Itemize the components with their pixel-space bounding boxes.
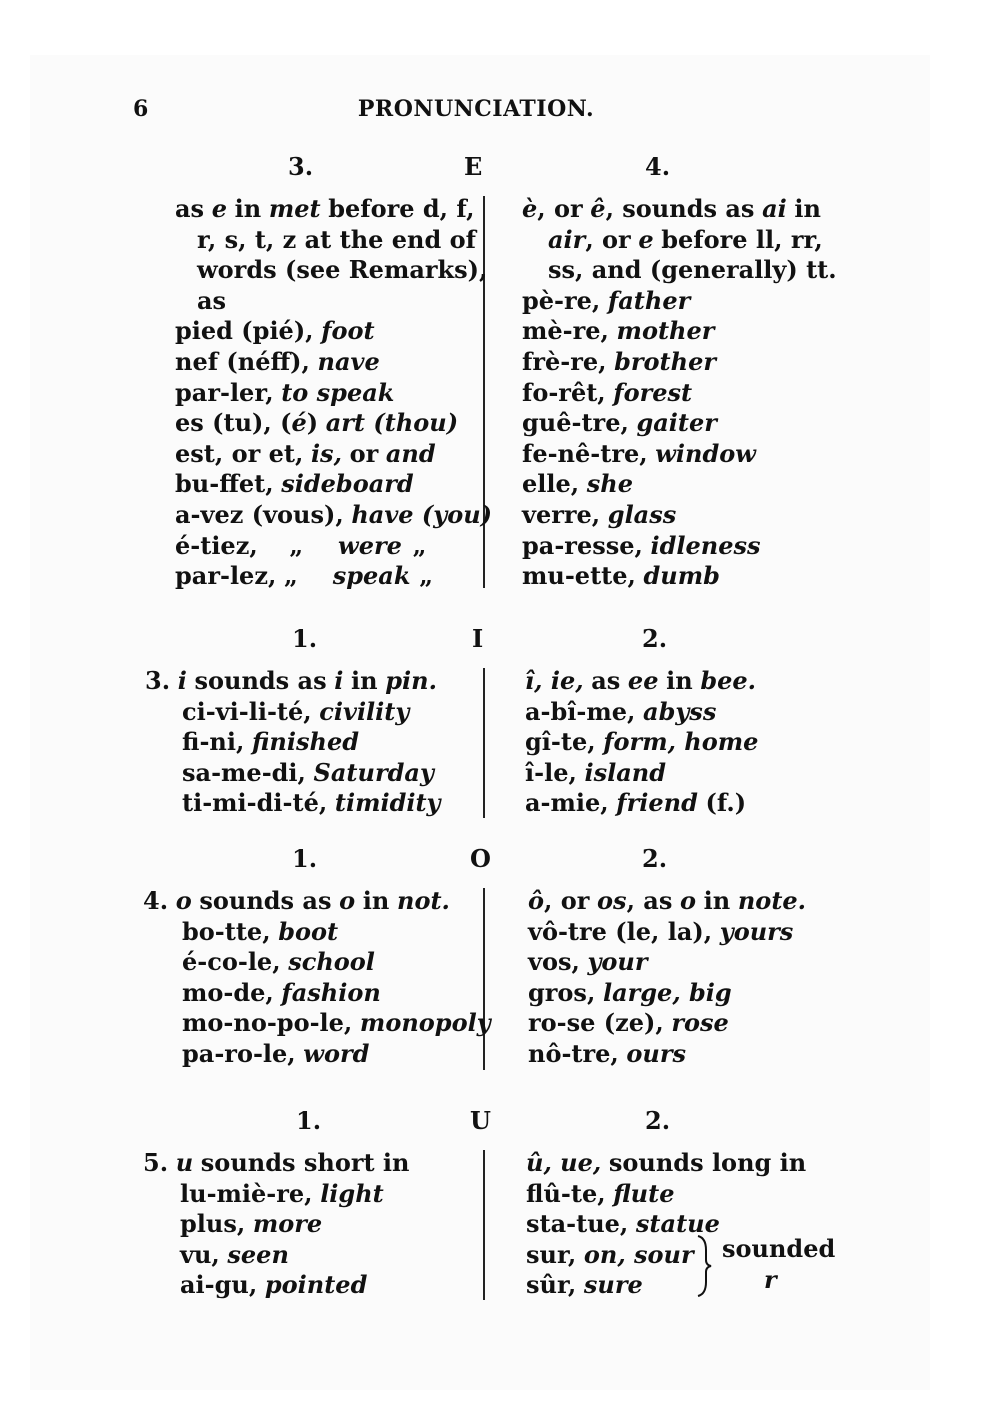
bold-text: sounds long in: [608, 1148, 807, 1177]
bold-text: sounds as: [199, 886, 332, 915]
bold-text: , or: [544, 886, 590, 915]
bold-text: as: [197, 285, 227, 315]
rule-line: [526, 1148, 806, 1179]
section-letter: I: [472, 624, 484, 653]
bold-text: ro-se (ze),: [528, 1008, 664, 1038]
example-row: [145, 697, 441, 728]
italic-text: bee.: [700, 666, 757, 695]
left-column: [145, 666, 441, 819]
italic-text: sure: [583, 1270, 643, 1300]
example-row: [145, 758, 441, 789]
bold-text: mu-ette,: [522, 561, 636, 591]
bold-text: as: [591, 666, 621, 695]
bold-text: in: [351, 666, 378, 695]
bold-text: in: [794, 194, 821, 223]
bold-text: before d, f,: [328, 194, 475, 223]
section-letter: E: [464, 152, 483, 181]
italic-text: note.: [737, 886, 807, 915]
italic-text: o: [679, 886, 696, 915]
italic-text: father: [607, 285, 691, 315]
bold-text: verre,: [522, 499, 601, 529]
italic-text: flute: [613, 1178, 675, 1208]
bold-text: , or: [537, 194, 583, 223]
example-row: [143, 1039, 491, 1070]
italic-text: nave: [317, 346, 380, 376]
bold-text: a-bî-me,: [525, 696, 636, 726]
italic-text: your: [587, 947, 648, 977]
brace-note-line: [722, 1265, 835, 1296]
example-row: [522, 347, 837, 378]
bold-text: , sounds as: [605, 194, 755, 223]
column-divider: [483, 668, 485, 818]
italic-text: e: [211, 194, 227, 223]
bold-text: as: [175, 194, 205, 223]
right-column-number: 2.: [645, 1106, 671, 1135]
bold-text: sta-tue,: [526, 1209, 629, 1239]
bold-text: sûr,: [526, 1270, 577, 1300]
example-row: [143, 1179, 409, 1210]
italic-text: idleness: [650, 530, 761, 560]
left-column-number: 3.: [288, 152, 314, 181]
bold-text: sa-me-di,: [182, 757, 306, 787]
bold-text: in: [234, 194, 262, 223]
italic-text: finished: [251, 727, 360, 757]
running-head: PRONUNCIATION.: [357, 96, 595, 122]
italic-text: rose: [671, 1008, 729, 1038]
section-letter: U: [470, 1106, 491, 1135]
right-column-number: 2.: [642, 624, 668, 653]
italic-text: and: [385, 438, 436, 468]
rule-line: [522, 225, 837, 256]
bold-text: vos,: [528, 947, 580, 977]
italic-text: to speak: [281, 377, 395, 407]
bold-text: elle,: [522, 469, 580, 499]
example-row: [175, 561, 492, 592]
italic-text: i: [177, 666, 187, 695]
bold-text: bo-tte,: [182, 916, 271, 946]
bold-text: par-lez,: [175, 561, 277, 591]
bold-text: r, s, t, z at the end of: [197, 224, 476, 254]
bold-text: before ll, rr,: [661, 224, 823, 254]
example-row: [522, 561, 837, 592]
italic-text: r: [764, 1264, 777, 1294]
example-row: [522, 531, 837, 562]
bold-text: î-le,: [525, 757, 577, 787]
italic-text: os: [597, 886, 627, 915]
example-row: [143, 1209, 409, 1240]
section-letter: O: [470, 844, 491, 873]
bold-text: nô-tre,: [528, 1038, 619, 1068]
rule-line: [522, 194, 837, 225]
example-row: [143, 1270, 409, 1301]
italic-text: art (thou): [325, 408, 459, 438]
left-column: [175, 194, 492, 592]
right-column-number: 2.: [642, 844, 668, 873]
bold-text: pè-re,: [522, 285, 601, 315]
bold-text: in: [362, 886, 390, 915]
rule-line: [525, 666, 758, 697]
brace-note-line: sounded: [722, 1234, 836, 1263]
bold-text: guê-tre,: [522, 408, 629, 438]
bold-text: pa-resse,: [522, 530, 643, 560]
bold-text: in: [703, 886, 731, 915]
italic-text: civility: [319, 696, 410, 726]
rule-line: [175, 255, 492, 286]
example-row: [525, 697, 758, 728]
right-column: [525, 666, 758, 819]
column-divider: [483, 1150, 485, 1300]
bold-text: sur,: [526, 1239, 577, 1269]
italic-text: o: [339, 886, 356, 915]
example-row: [528, 978, 806, 1009]
bold-text: 5.: [143, 1148, 169, 1177]
example-row: [145, 727, 441, 758]
italic-text: ee: [627, 666, 659, 695]
example-row: [175, 347, 492, 378]
italic-text: pin.: [385, 666, 437, 695]
example-row: [143, 917, 491, 948]
example-row: [175, 408, 492, 439]
italic-text: seen: [227, 1239, 289, 1269]
bold-text: par-ler,: [175, 377, 274, 407]
left-column: [143, 1148, 409, 1301]
italic-text: more: [252, 1209, 323, 1239]
bold-text: fo-rêt,: [522, 377, 606, 407]
italic-text: glass: [607, 499, 677, 529]
rule-line: [143, 1148, 409, 1179]
example-row: [175, 500, 492, 531]
italic-text: speak: [332, 561, 411, 591]
bold-text: 3.: [145, 666, 171, 695]
italic-text: word: [303, 1038, 370, 1068]
italic-text: é: [291, 408, 307, 438]
italic-text: air: [548, 224, 586, 254]
bold-text: or: [349, 438, 379, 468]
italic-text: island: [584, 757, 666, 787]
italic-text: î, ie,: [525, 666, 584, 695]
example-row: [175, 316, 492, 347]
bold-text: fe-nê-tre,: [522, 438, 648, 468]
left-column-number: 1.: [292, 624, 318, 653]
bold-text: mè-re,: [522, 316, 609, 346]
italic-text: gaiter: [636, 408, 717, 438]
italic-text: large, big: [602, 977, 732, 1007]
example-row: [522, 316, 837, 347]
italic-text: monopoly: [359, 1008, 491, 1038]
bold-text: ti-mi-di-té,: [182, 788, 328, 818]
brace-note: [722, 1234, 835, 1295]
example-row: [525, 727, 758, 758]
bold-text: mo-de,: [182, 977, 274, 1007]
italic-text: mother: [616, 316, 715, 346]
bold-text: plus,: [180, 1209, 246, 1239]
bold-text: ): [306, 408, 319, 438]
rule-line: [522, 255, 837, 286]
italic-text: not.: [397, 886, 450, 915]
italic-text: boot: [278, 916, 339, 946]
italic-text: foot: [321, 316, 375, 346]
italic-text: school: [288, 947, 375, 977]
bold-text: est, or et,: [175, 438, 304, 468]
bold-text: „: [419, 561, 434, 591]
italic-text: friend: [616, 788, 698, 818]
italic-text: have (you): [351, 499, 493, 529]
bold-text: „: [289, 530, 304, 560]
bold-text: é-co-le,: [182, 947, 281, 977]
example-row: [528, 1008, 806, 1039]
example-row: [525, 788, 758, 819]
bold-text: ci-vi-li-té,: [182, 696, 312, 726]
italic-text: window: [655, 438, 756, 468]
example-row: [522, 500, 837, 531]
bold-text: words (see Remarks),: [197, 255, 488, 285]
example-row: [528, 1039, 806, 1070]
bold-text: „: [412, 530, 427, 560]
example-row: [143, 947, 491, 978]
left-column-number: 1.: [296, 1106, 322, 1135]
bold-text: ss, and (generally) tt.: [548, 255, 837, 285]
example-row: [175, 469, 492, 500]
bold-text: , as: [626, 886, 673, 915]
bold-text: (f.): [705, 788, 747, 818]
bold-text: fi-ni,: [182, 727, 245, 757]
bold-text: é-tiez,: [175, 530, 258, 560]
bold-text: es (tu), (: [175, 408, 292, 438]
example-row: [522, 439, 837, 470]
right-column: [528, 886, 806, 1070]
italic-text: e: [638, 224, 654, 254]
example-row: [175, 439, 492, 470]
bold-text: pied (pié),: [175, 316, 314, 346]
bold-text: vô-tre (le, la),: [528, 916, 713, 946]
italic-text: statue: [635, 1209, 720, 1239]
italic-text: sideboard: [281, 469, 414, 499]
italic-text: met: [268, 194, 321, 223]
rule-line: [145, 666, 441, 697]
italic-text: û, ue,: [526, 1148, 602, 1177]
bold-text: frè-re,: [522, 346, 607, 376]
italic-text: were: [338, 530, 402, 560]
italic-text: brother: [614, 346, 716, 376]
brace-icon: [694, 1234, 714, 1298]
italic-text: is,: [310, 438, 342, 468]
right-column: [522, 194, 837, 592]
page-number: 6: [133, 96, 149, 122]
italic-text: u: [175, 1148, 194, 1177]
bold-text: gros,: [528, 977, 596, 1007]
example-row: [175, 531, 492, 562]
italic-text: abyss: [643, 696, 717, 726]
italic-text: yours: [719, 916, 794, 946]
bold-text: ai-gu,: [180, 1270, 258, 1300]
italic-text: on, sour: [583, 1239, 694, 1269]
example-row: [522, 408, 837, 439]
bold-text: a-vez (vous),: [175, 499, 344, 529]
example-row: [528, 947, 806, 978]
bold-text: flû-te,: [526, 1178, 606, 1208]
bold-text: sounds short in: [200, 1148, 410, 1177]
bold-text: vu,: [180, 1239, 220, 1269]
bold-text: lu-miè-re,: [180, 1178, 313, 1208]
italic-text: dumb: [643, 561, 720, 591]
left-column: [143, 886, 491, 1070]
bold-text: pa-ro-le,: [182, 1038, 296, 1068]
rule-line: [175, 225, 492, 256]
example-row: [143, 978, 491, 1009]
italic-text: ours: [626, 1038, 687, 1068]
example-row: [145, 788, 441, 819]
bold-text: bu-ffet,: [175, 469, 274, 499]
example-row: [525, 758, 758, 789]
italic-text: forest: [613, 377, 693, 407]
italic-text: pointed: [264, 1270, 368, 1300]
example-row: [526, 1179, 806, 1210]
bold-text: „: [283, 561, 298, 591]
italic-text: ê: [590, 194, 606, 223]
rule-line: [528, 886, 806, 917]
italic-text: Saturday: [313, 757, 434, 787]
italic-text: fashion: [281, 977, 381, 1007]
example-row: [528, 917, 806, 948]
example-row: [522, 378, 837, 409]
bold-text: , or: [585, 224, 631, 254]
italic-text: è: [522, 194, 538, 223]
italic-text: she: [586, 469, 634, 499]
example-row: [522, 469, 837, 500]
rule-line: [143, 886, 491, 917]
italic-text: form, home: [603, 727, 759, 757]
example-row: [175, 378, 492, 409]
bold-text: mo-no-po-le,: [182, 1008, 353, 1038]
right-column-number: 4.: [645, 152, 671, 181]
left-column-number: 1.: [292, 844, 318, 873]
italic-text: ô: [528, 886, 545, 915]
rule-line: [175, 194, 492, 225]
example-row: [522, 286, 837, 317]
italic-text: light: [320, 1178, 384, 1208]
bold-text: 4.: [143, 886, 169, 915]
rule-line: [175, 286, 492, 317]
italic-text: timidity: [334, 788, 441, 818]
bold-text: in: [666, 666, 693, 695]
bold-text: nef (néff),: [175, 346, 310, 376]
bold-text: sounds as: [194, 666, 327, 695]
italic-text: i: [334, 666, 344, 695]
bold-text: gî-te,: [525, 727, 596, 757]
example-row: [143, 1240, 409, 1271]
bold-text: a-mie,: [525, 788, 609, 818]
example-row: [143, 1008, 491, 1039]
italic-text: ai: [762, 194, 787, 223]
italic-text: o: [175, 886, 192, 915]
